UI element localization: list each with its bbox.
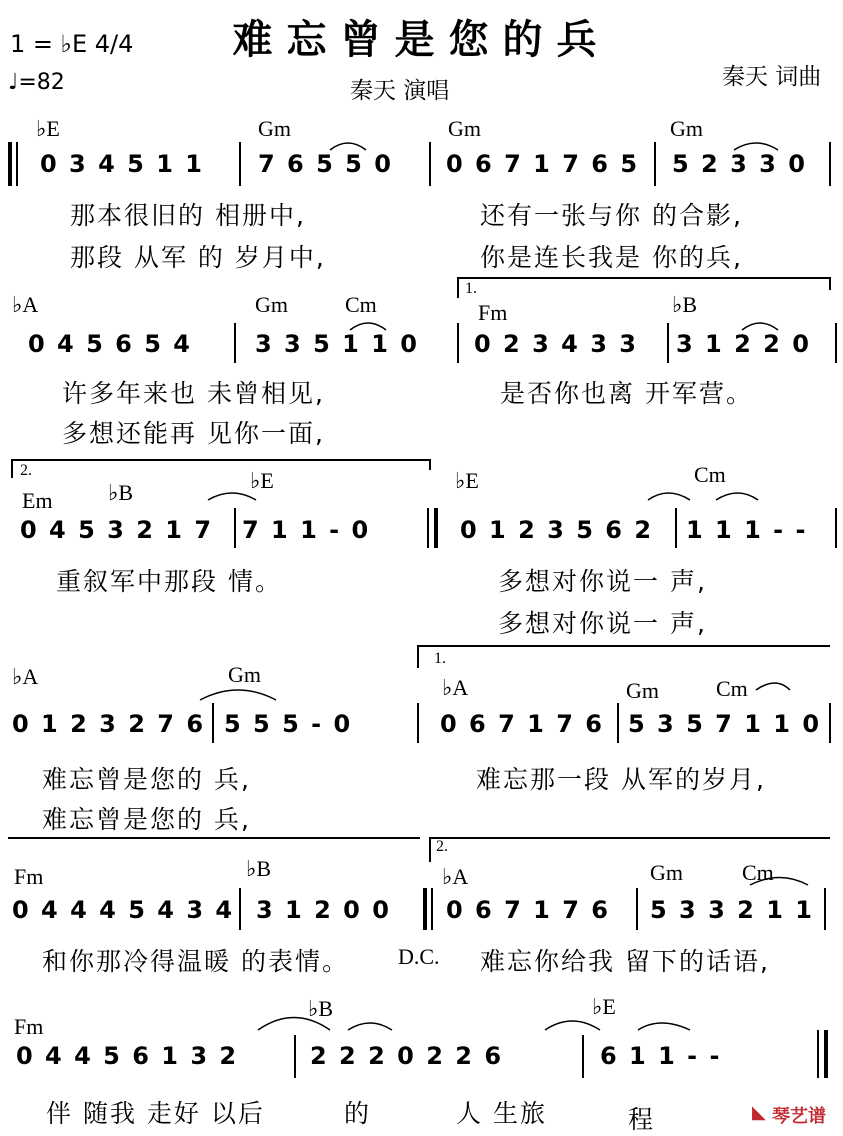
lyric-line: 难忘你给我 留下的话语, <box>480 947 770 976</box>
tempo-marking: ♩=82 <box>8 70 65 95</box>
chord-label: Cm <box>345 292 377 317</box>
chord-label: Gm <box>228 662 261 687</box>
note-group: 0 4 4 5 6 1 3 2 <box>16 1042 239 1070</box>
lyric-line: 难忘曾是您的 兵, <box>42 805 251 834</box>
lyric-line: 伴 随我 走好 以后 <box>46 1099 265 1128</box>
note-group: 5 3 3 2 1 1 <box>650 896 814 924</box>
chord-label: Gm <box>650 860 683 885</box>
note-group: 0 6 7 1 7 6 <box>446 896 610 924</box>
lyric-line: 难忘那一段 从军的岁月, <box>476 765 766 794</box>
chord-label: Gm <box>255 292 288 317</box>
note-group: 0 4 5 6 5 4 <box>28 330 192 358</box>
lyric-line: 程 <box>628 1105 656 1134</box>
lyric-line: 难忘曾是您的 兵, <box>42 765 251 794</box>
chord-label: ♭B <box>308 996 334 1021</box>
chord-label: Cm <box>694 462 726 487</box>
note-group: 3 1 2 0 0 <box>256 896 391 924</box>
lyric-line: 你是连长我是 你的兵, <box>480 243 743 272</box>
lyric-line: 的 <box>344 1099 372 1128</box>
lyric-line: 多想对你说一 声, <box>498 567 707 596</box>
note-group: 2 2 2 0 2 2 6 <box>310 1042 504 1070</box>
lyric-line: 人 生旅 <box>456 1099 547 1128</box>
chord-label: Gm <box>448 116 481 141</box>
chord-label: ♭A <box>442 864 469 889</box>
note-group: 0 1 2 3 5 6 2 <box>460 516 654 544</box>
lyric-line: 多想还能再 见你一面, <box>62 419 325 448</box>
note-group: 5 5 5 - 0 <box>224 710 353 738</box>
volta-number: 1. <box>465 280 477 297</box>
note-group: 0 1 2 3 2 7 6 <box>12 710 206 738</box>
note-group: 0 4 5 3 2 1 7 <box>20 516 214 544</box>
watermark-text: 琴艺谱 <box>772 1106 826 1127</box>
note-group: 7 6 5 5 0 <box>258 150 393 178</box>
chord-label: Fm <box>478 300 508 325</box>
note-group: 0 3 4 5 1 1 <box>40 150 204 178</box>
singer-credit: 秦天 演唱 <box>350 78 450 104</box>
volta-number: 2. <box>20 462 32 479</box>
chord-label: ♭E <box>592 994 616 1019</box>
note-group: 0 2 3 4 3 3 <box>474 330 638 358</box>
note-group: 0 4 4 4 5 4 3 4 <box>12 896 235 924</box>
chord-label: ♭E <box>250 468 274 493</box>
note-group: 7 1 1 - 0 <box>242 516 371 544</box>
note-group: 0 6 7 1 7 6 <box>440 710 604 738</box>
chord-label: Fm <box>14 1014 44 1039</box>
note-group: 0 6 7 1 7 6 5 <box>446 150 640 178</box>
volta-number: 2. <box>436 838 448 855</box>
chord-label: Fm <box>14 864 44 889</box>
lyric-line: 许多年来也 未曾相见, <box>62 379 325 408</box>
key-signature: 1 = ♭E 4/4 <box>10 30 134 58</box>
lyric-line: 是否你也离 开军营。 <box>500 379 753 408</box>
chord-label: ♭A <box>442 675 469 700</box>
note-group: 6 1 1 - - <box>600 1042 722 1070</box>
note-group: 1 1 1 - - <box>686 516 808 544</box>
chord-label: Gm <box>670 116 703 141</box>
chord-label: Gm <box>258 116 291 141</box>
lyric-line: 还有一张与你 的合影, <box>480 201 743 230</box>
lyric-line: 和你那冷得温暖 的表情。 <box>42 947 349 976</box>
chord-label: Cm <box>742 860 774 885</box>
composer-credit: 秦天 词曲 <box>722 64 822 90</box>
chord-label: Gm <box>626 678 659 703</box>
volta-number: 1. <box>434 650 446 667</box>
lyric-line: 重叙军中那段 情。 <box>56 567 282 596</box>
song-title: 难忘曾是您的兵 <box>232 17 611 63</box>
lyric-line: 多想对你说一 声, <box>498 609 707 638</box>
chord-label: ♭B <box>672 292 698 317</box>
note-group: 5 3 5 7 1 1 0 <box>628 710 822 738</box>
lyric-line: 那段 从军 的 岁月中, <box>70 243 326 272</box>
chord-label: ♭E <box>455 468 479 493</box>
chord-label: ♭B <box>246 856 272 881</box>
note-group: 5 2 3 3 0 <box>672 150 807 178</box>
chord-label: Em <box>22 488 53 513</box>
chord-label: ♭B <box>108 480 134 505</box>
note-group: 3 3 5 1 1 0 <box>255 330 419 358</box>
brand-icon: ◣ <box>752 1102 766 1123</box>
chord-label: ♭A <box>12 292 39 317</box>
chord-label: ♭A <box>12 664 39 689</box>
note-group: 3 1 2 2 0 <box>676 330 811 358</box>
dc-marking: D.C. <box>398 944 440 969</box>
chord-label: ♭E <box>36 116 60 141</box>
lyric-line: 那本很旧的 相册中, <box>70 201 306 230</box>
chord-label: Cm <box>716 676 748 701</box>
